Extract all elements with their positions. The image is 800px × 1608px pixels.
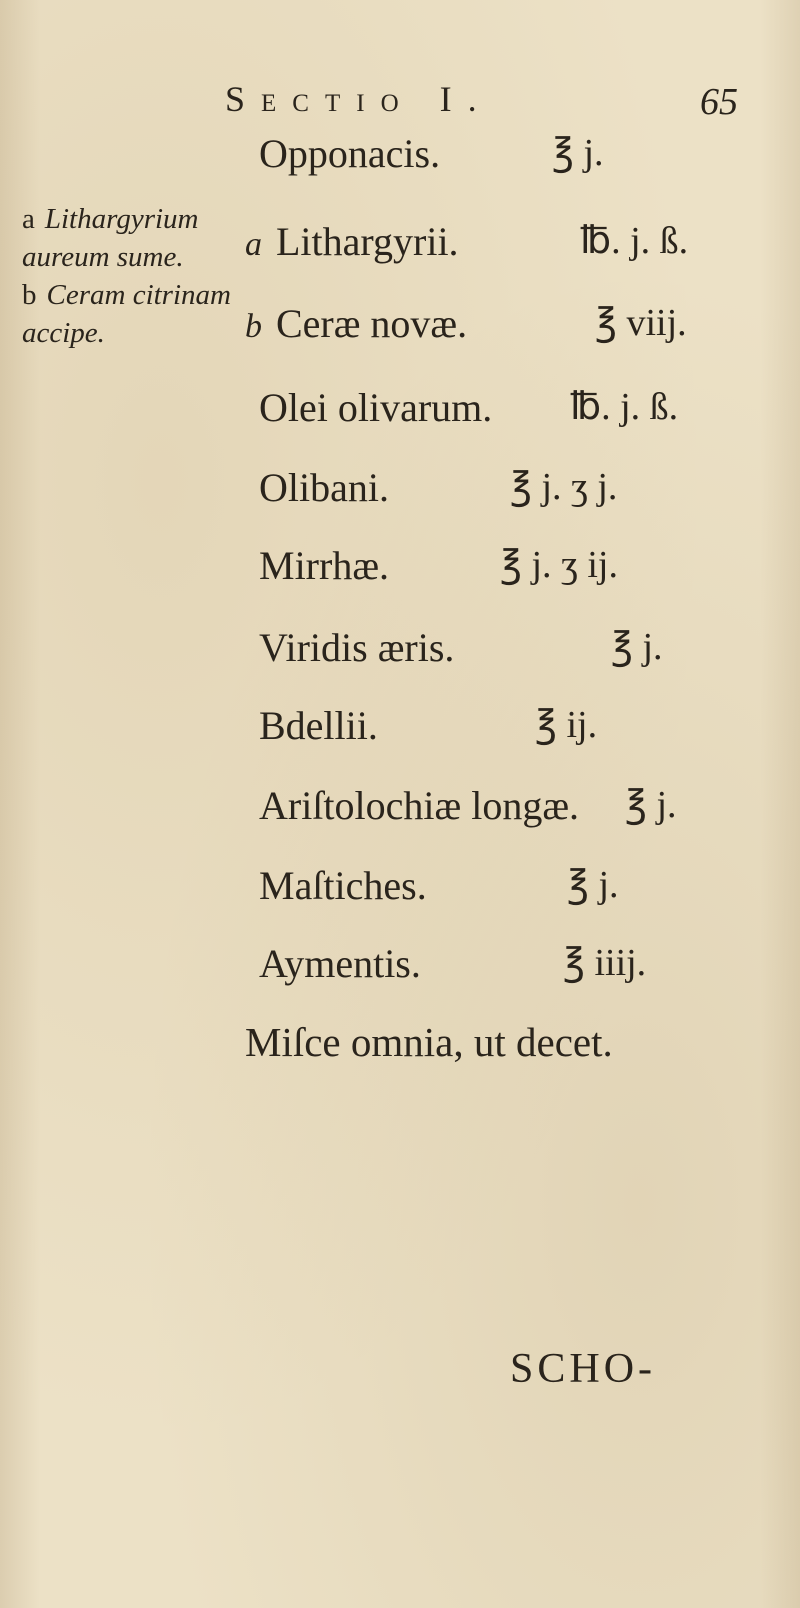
- running-head: Sectio I.: [225, 79, 493, 119]
- ingredient-name: Maſtiches.: [259, 863, 427, 908]
- marginal-note-b: [22, 276, 232, 352]
- recipe-row: [245, 702, 378, 762]
- ingredient-quantity: ℥ ij.: [535, 704, 598, 746]
- ingredient-name: Aymentis.: [259, 941, 421, 986]
- ingredient-quantity: ℔. j. ß.: [570, 386, 679, 428]
- note-mark: a: [245, 226, 262, 263]
- closing-instruction: Miſce omnia, ut decet.: [245, 1019, 613, 1065]
- marginal-note-a: [22, 200, 232, 276]
- note-text: Ceram citrinam accipe.: [22, 279, 231, 349]
- ingredient-name: Ceræ novæ.: [276, 301, 468, 346]
- ingredient-name: Olei olivarum.: [259, 385, 493, 430]
- page-header: [0, 78, 800, 128]
- ingredient-name: Olibani.: [259, 465, 389, 510]
- ingredient-name: Mirrhæ.: [259, 543, 389, 588]
- ingredient-name: Lithargyrii.: [276, 219, 459, 264]
- recipe-row: [245, 782, 579, 842]
- ingredient-quantity: ℥ j.: [552, 132, 604, 174]
- recipe-row: [245, 940, 421, 1000]
- marginal-notes: [22, 200, 232, 352]
- ingredient-name: Ariſtolochiæ longæ.: [259, 783, 579, 828]
- catchword: SCHO-: [510, 1346, 657, 1392]
- recipe-row: [245, 862, 427, 922]
- recipe-row: [245, 218, 459, 278]
- ingredient-name: Bdellii.: [259, 703, 378, 748]
- note-mark: b: [245, 308, 262, 345]
- ingredient-quantity: ℥ j.: [611, 626, 663, 668]
- note-text: Lithargyrium aureum sume.: [22, 203, 199, 273]
- ingredient-quantity: ℥ j. ʒ j.: [510, 466, 618, 508]
- recipe-row: [245, 384, 492, 444]
- ingredient-name: Viridis æris.: [259, 625, 455, 670]
- ingredient-quantity: ℔. j. ß.: [580, 220, 689, 262]
- recipe-row: [245, 624, 454, 684]
- ingredient-quantity: ℥ j.: [625, 784, 677, 826]
- note-key: b: [22, 279, 37, 311]
- ingredient-quantity: ℥ iiij.: [563, 942, 647, 984]
- ingredient-quantity: ℥ j. ʒ ij.: [500, 544, 618, 586]
- recipe-row: [245, 542, 389, 602]
- ingredient-quantity: ℥ j.: [567, 864, 619, 906]
- recipe-row: [245, 300, 467, 360]
- ingredient-name: Opponacis.: [259, 131, 441, 176]
- page-number: 65: [700, 81, 738, 123]
- ingredient-quantity: ℥ viij.: [595, 302, 687, 344]
- recipe-row: [245, 130, 440, 190]
- recipe-row: [245, 464, 389, 524]
- note-key: a: [22, 203, 35, 235]
